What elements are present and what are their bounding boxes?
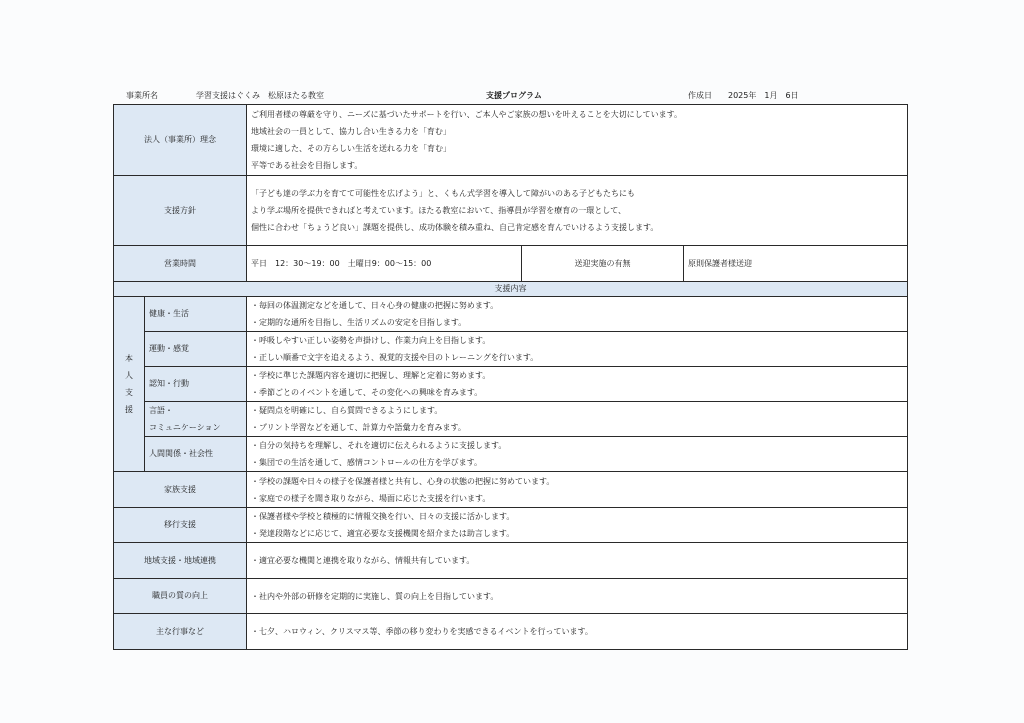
community-label: 地域支援・地域連携 [114, 543, 247, 579]
personal-row-motor [114, 332, 908, 367]
health-line: ・定期的な通所を目指し、生活リズムの安定を目指します。 [251, 318, 467, 327]
personal-support-label [114, 297, 145, 472]
motor-label: 運動・感覚 [145, 332, 247, 367]
motor-line: ・呼吸しやすい正しい姿勢を声掛けし、作業力向上を目指します。 [251, 336, 491, 345]
support-program-table [113, 104, 908, 650]
hours-label: 営業時間 [114, 246, 247, 282]
transition-text [247, 508, 908, 543]
created-label: 作成日 [688, 91, 712, 100]
transition-label: 移行支援 [114, 508, 247, 543]
language-label [145, 402, 247, 437]
language-label-line: コミュニケーション [149, 423, 221, 432]
transition-line: ・保護者様や学校と積極的に情報交換を行い、日々の支援に活かします。 [251, 512, 515, 521]
social-text [247, 437, 908, 472]
philosophy-line: 環境に適した、その方らしい生活を送れる力を「育む」 [251, 144, 451, 153]
personal-support-label-text: 本人支援 [125, 354, 133, 414]
personal-row-cognition [114, 367, 908, 402]
philosophy-line: 地域社会の一員として、協力し合い生きる力を「育む」 [251, 127, 451, 136]
philosophy-line: ご利用者様の尊厳を守り、ニーズに基づいたサポートを行い、ご本人やご家族の想いを叶えることを大切にしています。 [251, 110, 682, 119]
cognition-line: ・季節ごとのイベントを通して、その変化への興味を育みます。 [251, 388, 483, 397]
social-line: ・自分の気持ちを理解し、それを適切に伝えられるように支援します。 [251, 441, 507, 450]
transition-line: ・発達段階などに応じて、適宜必要な支援機関を紹介または助言します。 [251, 529, 515, 538]
hours-value: 平日 12：30～19：00 土曜日9：00～15：00 [247, 246, 522, 282]
cognition-text [247, 367, 908, 402]
health-line: ・毎回の体温測定などを通して、日々心身の健康の把握に努めます。 [251, 301, 499, 310]
staff-row [114, 579, 908, 614]
family-label: 家族支援 [114, 472, 247, 508]
events-text [247, 614, 908, 650]
events-row [114, 614, 908, 650]
staff-text [247, 579, 908, 614]
policy-label: 支援方針 [114, 176, 247, 246]
language-line: ・プリント学習などを通して、計算力や語彙力を育みます。 [251, 423, 466, 432]
personal-row-social [114, 437, 908, 472]
document-header [116, 90, 906, 104]
events-label: 主な行事など [114, 614, 247, 650]
language-label-line: 言語・ [149, 406, 173, 415]
family-text [247, 472, 908, 508]
support-header-row [114, 282, 908, 297]
document-title: 支援プログラム [486, 91, 542, 100]
transport-label: 送迎実施の有無 [522, 246, 684, 282]
community-row [114, 543, 908, 579]
staff-label: 職員の質の向上 [114, 579, 247, 614]
policy-row [114, 176, 908, 246]
family-line: ・家庭での様子を聞き取りながら、場面に応じた支援を行います。 [251, 493, 491, 503]
policy-line: 個性に合わせ「ちょうど良い」課題を提供し、成功体験を積み重ね、自己肯定感を育んでいけるよう支援します。 [251, 223, 659, 232]
policy-text [247, 176, 908, 246]
health-text [247, 297, 908, 332]
office-name: 学習支援はぐくみ 松原ほたる教室 [196, 91, 324, 100]
created-date: 2025年 1月 6日 [728, 91, 799, 100]
philosophy-row [114, 105, 908, 176]
motor-text [247, 332, 908, 367]
health-label: 健康・生活 [145, 297, 247, 332]
social-line: ・集団での生活を通して、感情コントロールの仕方を学びます。 [251, 458, 483, 467]
language-line: ・疑問点を明確にし、自ら質問できるようにします。 [251, 406, 443, 415]
office-label: 事業所名 [126, 91, 158, 100]
social-label: 人間関係・社会性 [145, 437, 247, 472]
personal-row-health [114, 297, 908, 332]
policy-line: 「子ども達の学ぶ力を育てて可能性を広げよう」と、くもん式学習を導入して障がいのある子どもたちにも [251, 189, 635, 198]
philosophy-text [247, 105, 908, 176]
transition-row [114, 508, 908, 543]
staff-line: ・社内や外部の研修を定期的に実施し、質の向上を目指しています。 [251, 591, 499, 601]
motor-line: ・正しい順番で文字を追えるよう、視覚的支援や目のトレーニングを行います。 [251, 353, 539, 362]
hours-row [114, 246, 908, 282]
policy-line: より学ぶ場所を提供できればと考えています。ほたる教室において、指導員が学習を療育の一環として、 [251, 206, 627, 215]
family-row [114, 472, 908, 508]
cognition-line: ・学校に準じた課題内容を適切に把握し、理解と定着に努めます。 [251, 371, 491, 380]
philosophy-line: 平等である社会を目指します。 [251, 161, 363, 170]
family-line: ・学校の課題や日々の様子を保護者様と共有し、心身の状態の把握に努めています。 [251, 476, 555, 486]
transport-value: 原則保護者様送迎 [684, 246, 908, 282]
personal-row-language [114, 402, 908, 437]
events-line: ・七夕、ハロウィン、クリスマス等、季節の移り変わりを実感できるイベントを行っています。 [251, 627, 593, 636]
community-text [247, 543, 908, 579]
support-header: 支援内容 [114, 282, 908, 297]
community-line: ・適宜必要な機関と連携を取りながら、情報共有しています。 [251, 556, 475, 565]
cognition-label: 認知・行動 [145, 367, 247, 402]
philosophy-label: 法人（事業所）理念 [114, 105, 247, 176]
language-text [247, 402, 908, 437]
